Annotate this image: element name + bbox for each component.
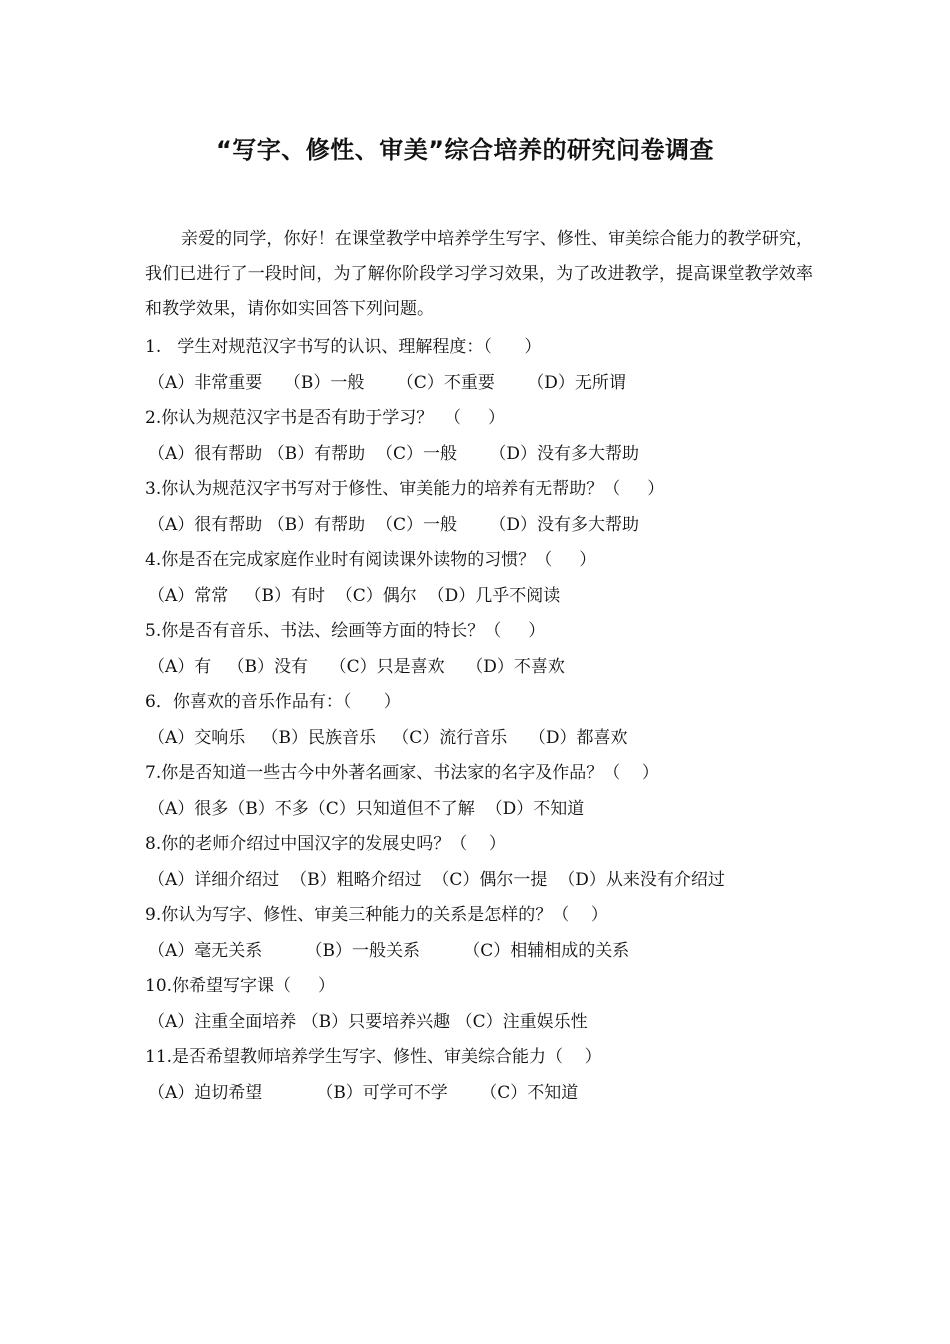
question-3-options: （A）很有帮助 （B）有帮助 （C）一般 （D）没有多大帮助	[148, 514, 640, 535]
question-6-options: （A）交响乐 （B）民族音乐 （C）流行音乐 （D）都喜欢	[148, 727, 628, 748]
question-11: 11.是否希望教师培养学生写字、修性、审美综合能力（ ）	[145, 1047, 602, 1067]
question-8: 8.你的老师介绍过中国汉字的发展史吗？（ ）	[145, 834, 506, 854]
page-title: “写字、修性、审美”综合培养的研究问卷调查	[215, 136, 715, 164]
question-11-options: （A）迫切希望 （B）可学可不学 （C）不知道	[148, 1082, 579, 1103]
question-10-options: （A）注重全面培养 （B）只要培养兴趣 （C）注重娱乐性	[148, 1011, 588, 1032]
question-2-options: （A）很有帮助 （B）有帮助 （C）一般 （D）没有多大帮助	[148, 443, 640, 464]
question-4: 4.你是否在完成家庭作业时有阅读课外读物的习惯？（ ）	[145, 550, 597, 570]
question-list	[145, 330, 825, 1111]
question-5-options: （A）有 （B）没有 （C）只是喜欢 （D）不喜欢	[148, 656, 565, 677]
question-4-options: （A）常常 （B）有时 （C）偶尔 （D）几乎不阅读	[148, 585, 561, 606]
question-7: 7.你是否知道一些古今中外著名画家、书法家的名字及作品？（ ）	[145, 763, 659, 783]
question-1-options: （A）非常重要 （B）一般 （C）不重要 （D）无所谓	[148, 372, 626, 393]
question-9-options: （A）毫无关系 （B）一般关系 （C）相辅相成的关系	[148, 940, 630, 961]
question-3: 3.你认为规范汉字书写对于修性、审美能力的培养有无帮助？（ ）	[145, 479, 665, 499]
question-8-options: （A）详细介绍过 （B）粗略介绍过 （C）偶尔一提 （D）从来没有介绍过	[148, 869, 725, 890]
question-7-options: （A）很多（B）不多（C）只知道但不了解 （D）不知道	[148, 798, 585, 819]
question-6: 6．你喜欢的音乐作品有：（ ）	[145, 692, 401, 712]
question-5: 5.你是否有音乐、书法、绘画等方面的特长？（ ）	[145, 621, 546, 641]
question-10: 10.你希望写字课（ ）	[145, 976, 336, 996]
question-1: 1. 学生对规范汉字书写的认识、理解程度：（ ）	[145, 337, 542, 357]
intro-paragraph: 亲爱的同学，你好！在课堂教学中培养学生写字、修性、审美综合能力的教学研究，我们已进行了一段时间，为了解你阶段学习学习效果，为了改进教学，提高课堂教学效率和教学效果，请你如实回答下列问题。	[145, 229, 813, 319]
question-9: 9.你认为写字、修性、审美三种能力的关系是怎样的？（ ）	[145, 905, 608, 925]
question-2: 2.你认为规范汉字书是否有助于学习？ （ ）	[145, 408, 506, 428]
